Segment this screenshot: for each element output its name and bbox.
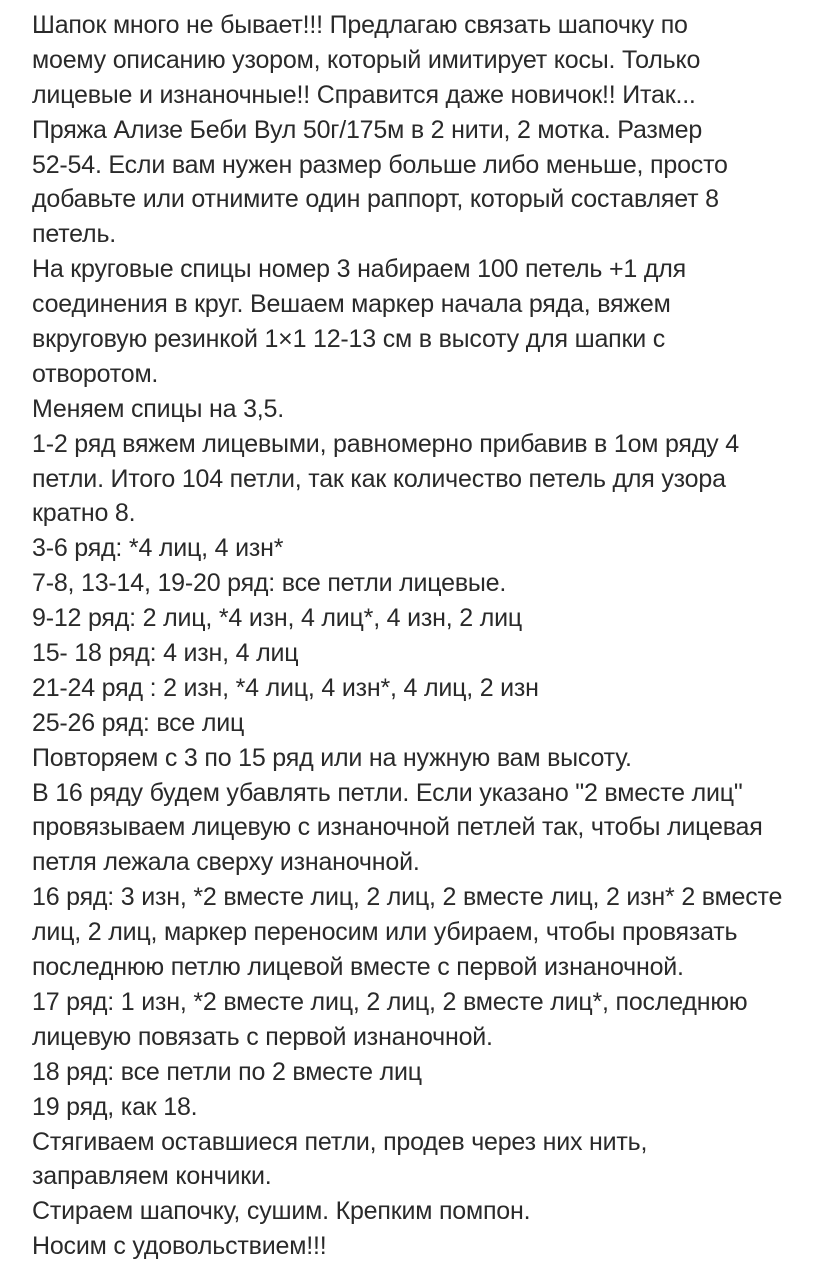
text-line: соединения в круг. Вешаем маркер начала ряда, вяжем bbox=[32, 290, 671, 319]
text-line: петли. Итого 104 петли, так как количество петель для узора bbox=[32, 464, 726, 493]
text-line: 3-6 ряд: *4 лиц, 4 изн* bbox=[32, 534, 284, 563]
text-line: петель. bbox=[32, 220, 117, 249]
text-line: 16 ряд: 3 изн, *2 вместе лиц, 2 лиц, 2 вместе лиц, 2 изн* 2 вместе bbox=[32, 883, 783, 912]
text-line: Шапок много не бывает!!! Предлагаю связать шапочку по bbox=[32, 11, 688, 39]
text-line: отворотом. bbox=[32, 359, 159, 388]
text-line: 9-12 ряд: 2 лиц, *4 изн, 4 лиц*, 4 изн, 2 лиц bbox=[32, 604, 522, 633]
text-line: Меняем спицы на 3,5. bbox=[32, 394, 284, 423]
text-line: лицевые и изнаночные!! Справится даже новичок!! Итак... bbox=[32, 80, 696, 109]
text-line: На круговые спицы номер 3 набираем 100 петель +1 для bbox=[32, 255, 686, 284]
text-line: 21-24 ряд : 2 изн, *4 лиц, 4 изн*, 4 лиц, 2 изн bbox=[32, 673, 539, 702]
text-line: Пряжа Ализе Беби Вул 50г/175м в 2 нити, 2 мотка. Размер bbox=[32, 115, 703, 144]
text-line: вкруговую резинкой 1×1 12-13 см в высоту для шапки с bbox=[32, 325, 666, 354]
text-line: Повторяем с 3 по 15 ряд или на нужную вам высоту. bbox=[32, 743, 632, 772]
text-line: 18 ряд: все петли по 2 вместе лиц bbox=[32, 1057, 422, 1086]
text-line: петля лежала сверху изнаночной. bbox=[32, 848, 420, 877]
text-line: Носим с удовольствием!!! bbox=[32, 1232, 327, 1261]
text-line: 25-26 ряд: все лиц bbox=[32, 708, 245, 737]
text-line: заправляем кончики. bbox=[32, 1162, 272, 1191]
text-line: добавьте или отнимите один раппорт, который составляет 8 bbox=[32, 185, 719, 214]
text-line: 15- 18 ряд: 4 изн, 4 лиц bbox=[32, 639, 299, 668]
text-line: Стираем шапочку, сушим. Крепким помпон. bbox=[32, 1197, 531, 1226]
text-line: В 16 ряду будем убавлять петли. Если указано "2 вместе лиц" bbox=[32, 778, 743, 807]
text-line: 52-54. Если вам нужен размер больше либо меньше, просто bbox=[32, 150, 728, 179]
text-line: лицевую повязать с первой изнаночной. bbox=[32, 1022, 493, 1051]
text-line: Стягиваем оставшиеся петли, продев через них нить, bbox=[32, 1127, 648, 1156]
text-line: 1-2 ряд вяжем лицевыми, равномерно прибавив в 1ом ряду 4 bbox=[32, 429, 739, 458]
text-line: 7-8, 13-14, 19-20 ряд: все петли лицевые. bbox=[32, 569, 507, 598]
text-line: 19 ряд, как 18. bbox=[32, 1092, 198, 1121]
text-line: провязываем лицевую с изнаночной петлей так, чтобы лицевая bbox=[32, 813, 763, 842]
text-line: последнюю петлю лицевой вместе с первой изнаночной. bbox=[32, 953, 684, 982]
text-line: моему описанию узором, который имитирует косы. Только bbox=[32, 45, 701, 74]
text-line: 17 ряд: 1 изн, *2 вместе лиц, 2 лиц, 2 вместе лиц*, последнюю bbox=[32, 987, 748, 1016]
text-line: кратно 8. bbox=[32, 499, 136, 528]
text-line: лиц, 2 лиц, маркер переносим или убираем, чтобы провязать bbox=[32, 918, 738, 947]
